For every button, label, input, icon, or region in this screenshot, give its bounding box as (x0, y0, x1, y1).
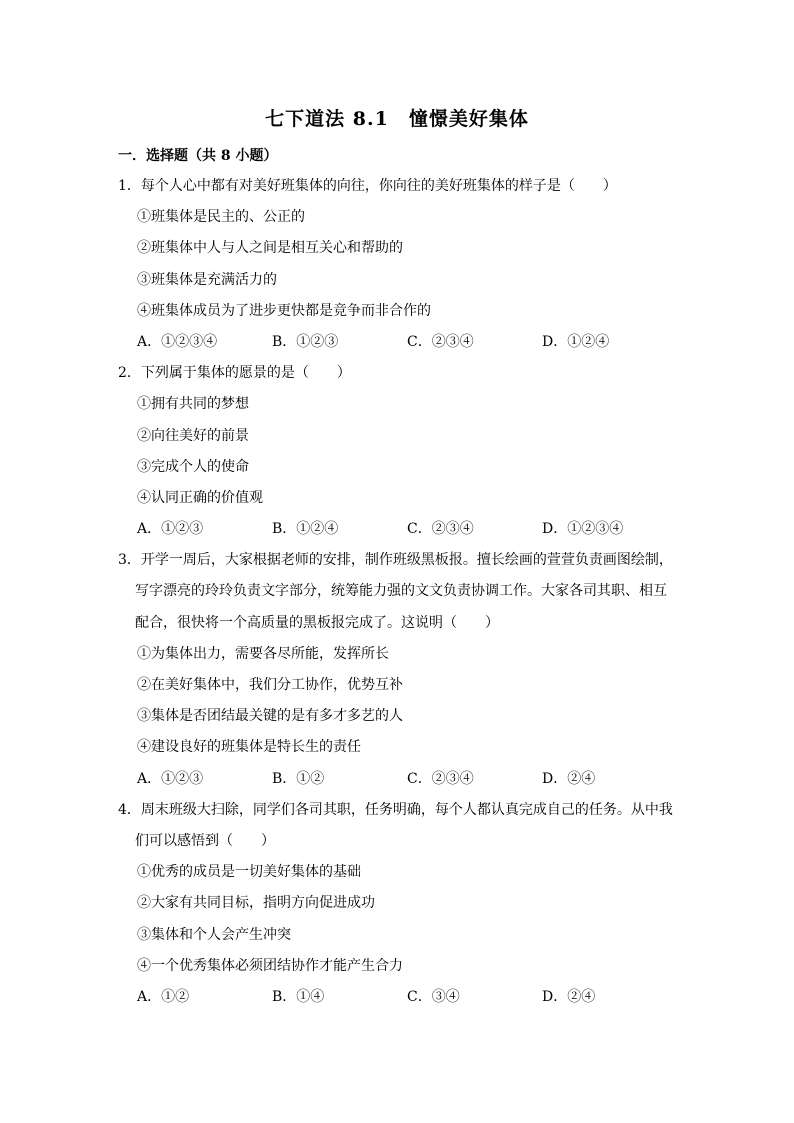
choice-a: A．①②③ (137, 770, 204, 787)
statement-option: ④认同正确的价值观 (137, 489, 263, 506)
question-stem: 4．周末班级大扫除，同学们各司其职，任务明确，每个人都认真完成自己的任务。从中我 (118, 801, 673, 818)
choice-a: A．①②③ (137, 521, 204, 538)
statement-option: ③班集体是充满活力的 (137, 271, 277, 288)
question-1 (118, 176, 688, 363)
statement-option: ①优秀的成员是一切美好集体的基础 (137, 864, 361, 881)
question-4 (118, 800, 688, 1018)
choice-d: D．①②④ (542, 333, 610, 350)
question-stem-continued: 们可以感悟到（ ） (135, 832, 275, 849)
choice-a: A．①②③④ (137, 333, 218, 350)
choice-d: D．①②③④ (542, 521, 624, 538)
statement-option: ③集体是否团结最关键的是有多才多艺的人 (137, 708, 403, 725)
statement-option: ②班集体中人与人之间是相互关心和帮助的 (137, 240, 403, 257)
choice-a: A．①② (137, 988, 190, 1005)
question-stem-continued: 配合，很快将一个高质量的黑板报完成了。这说明（ ） (135, 614, 499, 631)
choice-c: C．③④ (407, 988, 460, 1005)
statement-option: ①班集体是民主的、公正的 (137, 209, 305, 226)
document-title: 七下道法 8.1 憧憬美好集体 (265, 108, 529, 130)
question-list (118, 176, 688, 1018)
section-heading: 一．选择题（共 8 小题） (118, 148, 278, 164)
statement-option: ②向往美好的前景 (137, 427, 249, 444)
choice-c: C．②③④ (407, 770, 474, 787)
choice-d: D．②④ (542, 770, 596, 787)
choice-b: B．①②③ (272, 333, 339, 350)
question-stem: 2．下列属于集体的愿景的是（ ） (118, 365, 351, 382)
answer-choices (118, 332, 688, 363)
question-stem-continued: 写字漂亮的玲玲负责文字部分，统筹能力强的文文负责协调工作。大家各司其职、相互 (135, 583, 667, 600)
choice-b: B．①② (272, 770, 325, 787)
statement-option: ③集体和个人会产生冲突 (137, 926, 291, 943)
question-3 (118, 550, 688, 800)
answer-choices (118, 987, 688, 1018)
answer-choices (118, 519, 688, 550)
choice-d: D．②④ (542, 988, 596, 1005)
answer-choices (118, 769, 688, 800)
statement-option: ④班集体成员为了进步更快都是竞争而非合作的 (137, 302, 431, 319)
choice-c: C．②③④ (407, 521, 474, 538)
statement-option: ①为集体出力，需要各尽所能，发挥所长 (137, 645, 389, 662)
statement-option: ④建设良好的班集体是特长生的责任 (137, 739, 361, 756)
statement-option: ③完成个人的使命 (137, 458, 249, 475)
statement-option: ④一个优秀集体必须团结协作才能产生合力 (137, 957, 403, 974)
statement-option: ②大家有共同目标，指明方向促进成功 (137, 895, 375, 912)
choice-b: B．①④ (272, 988, 325, 1005)
question-stem: 3．开学一周后，大家根据老师的安排，制作班级黑板报。擅长绘画的萱萱负责画图绘制， (118, 552, 673, 569)
statement-option: ②在美好集体中，我们分工协作，优势互补 (137, 677, 403, 693)
question-stem: 1．每个人心中都有对美好班集体的向往，你向往的美好班集体的样子是（ ） (118, 178, 617, 194)
choice-c: C．②③④ (407, 333, 474, 350)
question-2 (118, 363, 688, 550)
statement-option: ①拥有共同的梦想 (137, 396, 249, 413)
choice-b: B．①②④ (272, 521, 339, 538)
